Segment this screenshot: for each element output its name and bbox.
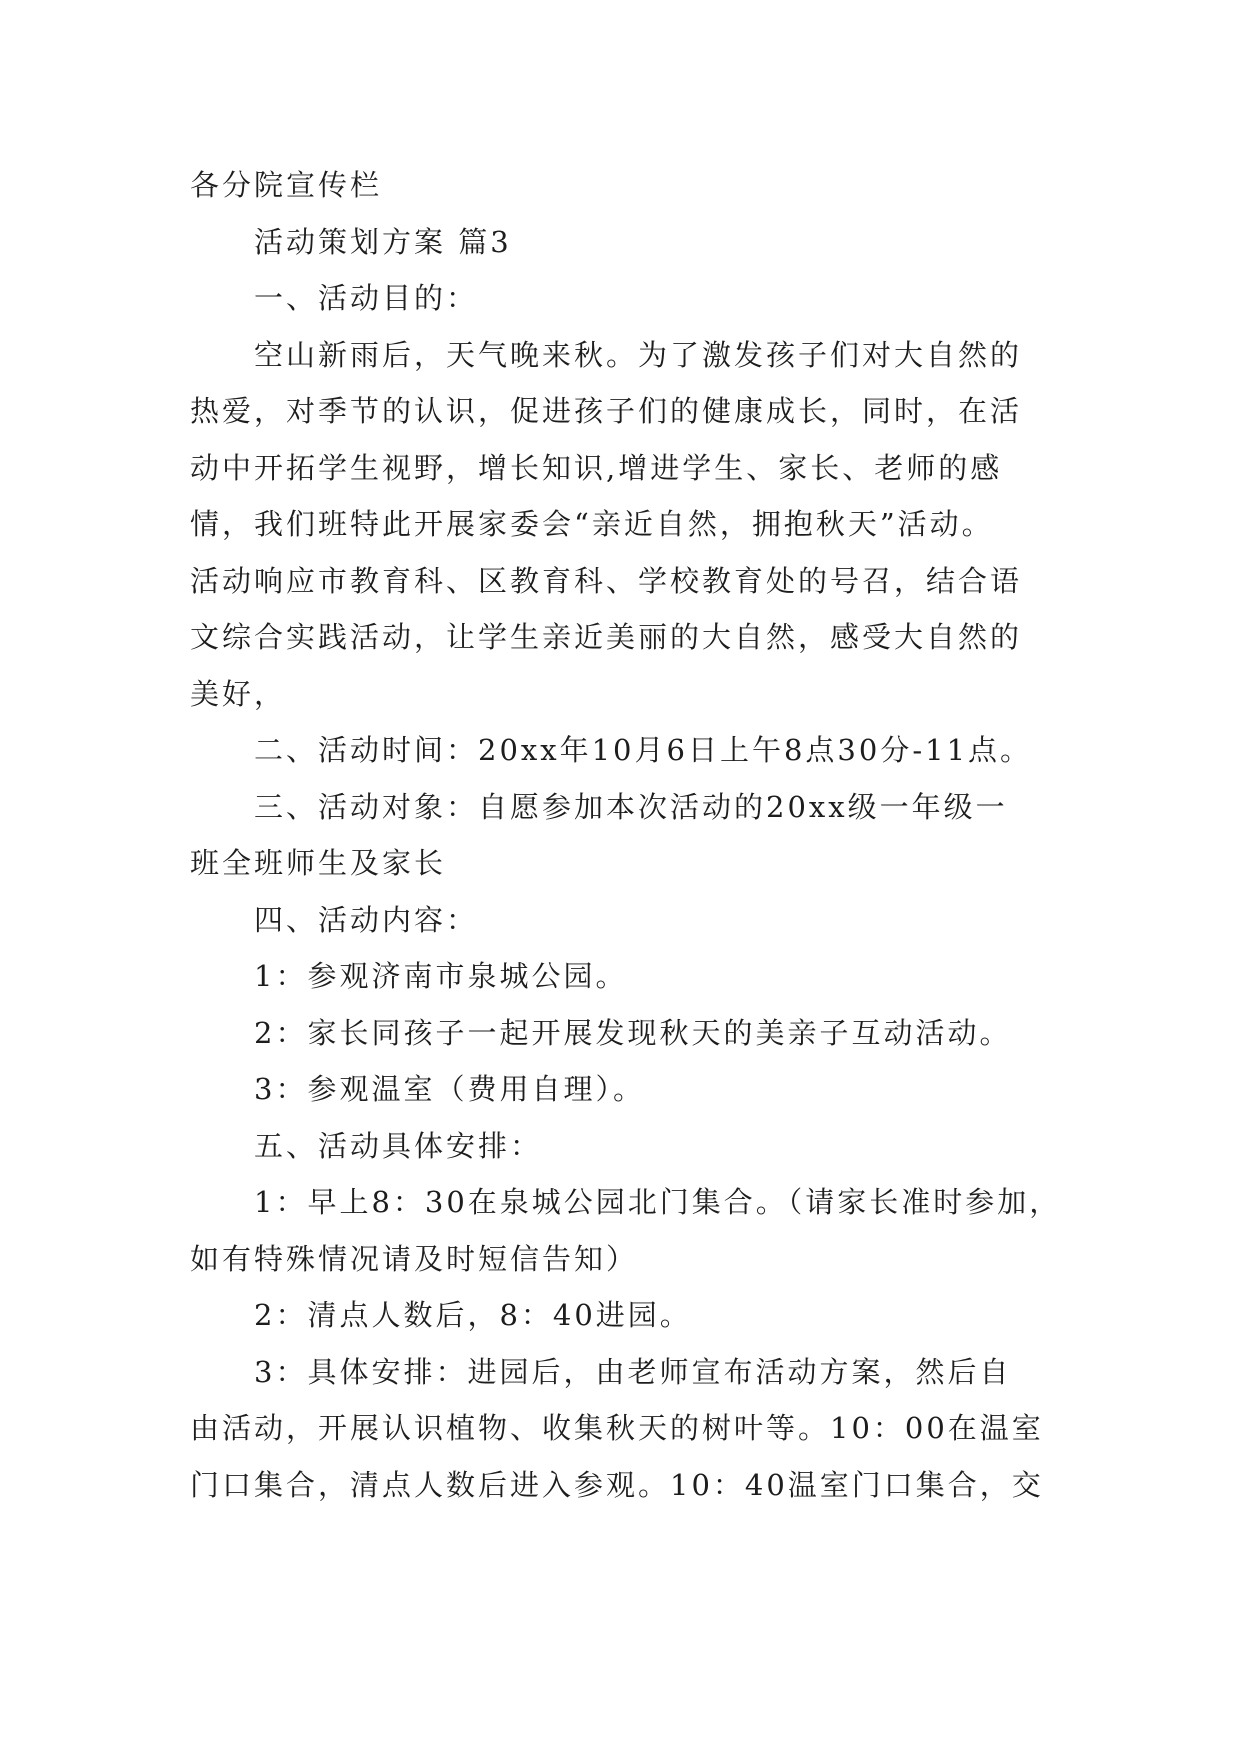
list-item: 3：具体安排：进园后，由老师宣布活动方案，然后自 bbox=[254, 1354, 1012, 1389]
text-line: 班全班师生及家长 bbox=[190, 846, 447, 880]
heading-audience: 三、活动对象：自愿参加本次活动的20xx级一年级一 bbox=[254, 789, 1008, 824]
text-line: 动中开拓学生视野，增长知识,增进学生、家长、老师的感 bbox=[190, 450, 1003, 485]
text-line: 活动响应市教育科、区教育科、学校教育处的号召，结合语 bbox=[190, 563, 1023, 598]
document-body bbox=[190, 157, 1070, 1513]
heading-content: 四、活动内容： bbox=[254, 902, 479, 937]
list-item: 2：清点人数后，8：40进园。 bbox=[254, 1298, 692, 1332]
text-line: 文综合实践活动，让学生亲近美丽的大自然，感受大自然的 bbox=[190, 620, 1023, 654]
text-line: 各分院宣传栏 bbox=[190, 168, 383, 202]
text-line: 美好， bbox=[190, 676, 287, 711]
heading-purpose: 一、活动目的： bbox=[254, 281, 479, 315]
text-line: 热爱，对季节的认识，促进孩子们的健康成长，同时，在活 bbox=[190, 394, 1023, 428]
text-line: 门口集合，清点人数后进入参观。10：40温室门口集合，交 bbox=[190, 1467, 1044, 1502]
text-line: 由活动，开展认识植物、收集秋天的树叶等。10：00在温室 bbox=[190, 1411, 1044, 1445]
section-title: 活动策划方案 篇3 bbox=[254, 224, 512, 259]
heading-time: 二、活动时间：20xx年10月6日上午8点30分-11点。 bbox=[254, 733, 1033, 767]
list-item: 1：早上8：30在泉城公园北门集合。（请家长准时参加， bbox=[254, 1185, 1062, 1219]
list-item: 2：家长同孩子一起开展发现秋天的美亲子互动活动。 bbox=[254, 1015, 1012, 1050]
list-item: 1：参观济南市泉城公园。 bbox=[254, 959, 628, 993]
list-item: 3：参观温室（费用自理）。 bbox=[254, 1072, 645, 1106]
heading-schedule: 五、活动具体安排： bbox=[254, 1128, 543, 1163]
text-line: 空山新雨后，天气晚来秋。为了激发孩子们对大自然的 bbox=[254, 337, 1023, 372]
text-line: 情，我们班特此开展家委会“亲近自然，拥抱秋天”活动。 bbox=[190, 507, 994, 541]
text-line: 如有特殊情况请及时短信告知） bbox=[190, 1241, 639, 1276]
